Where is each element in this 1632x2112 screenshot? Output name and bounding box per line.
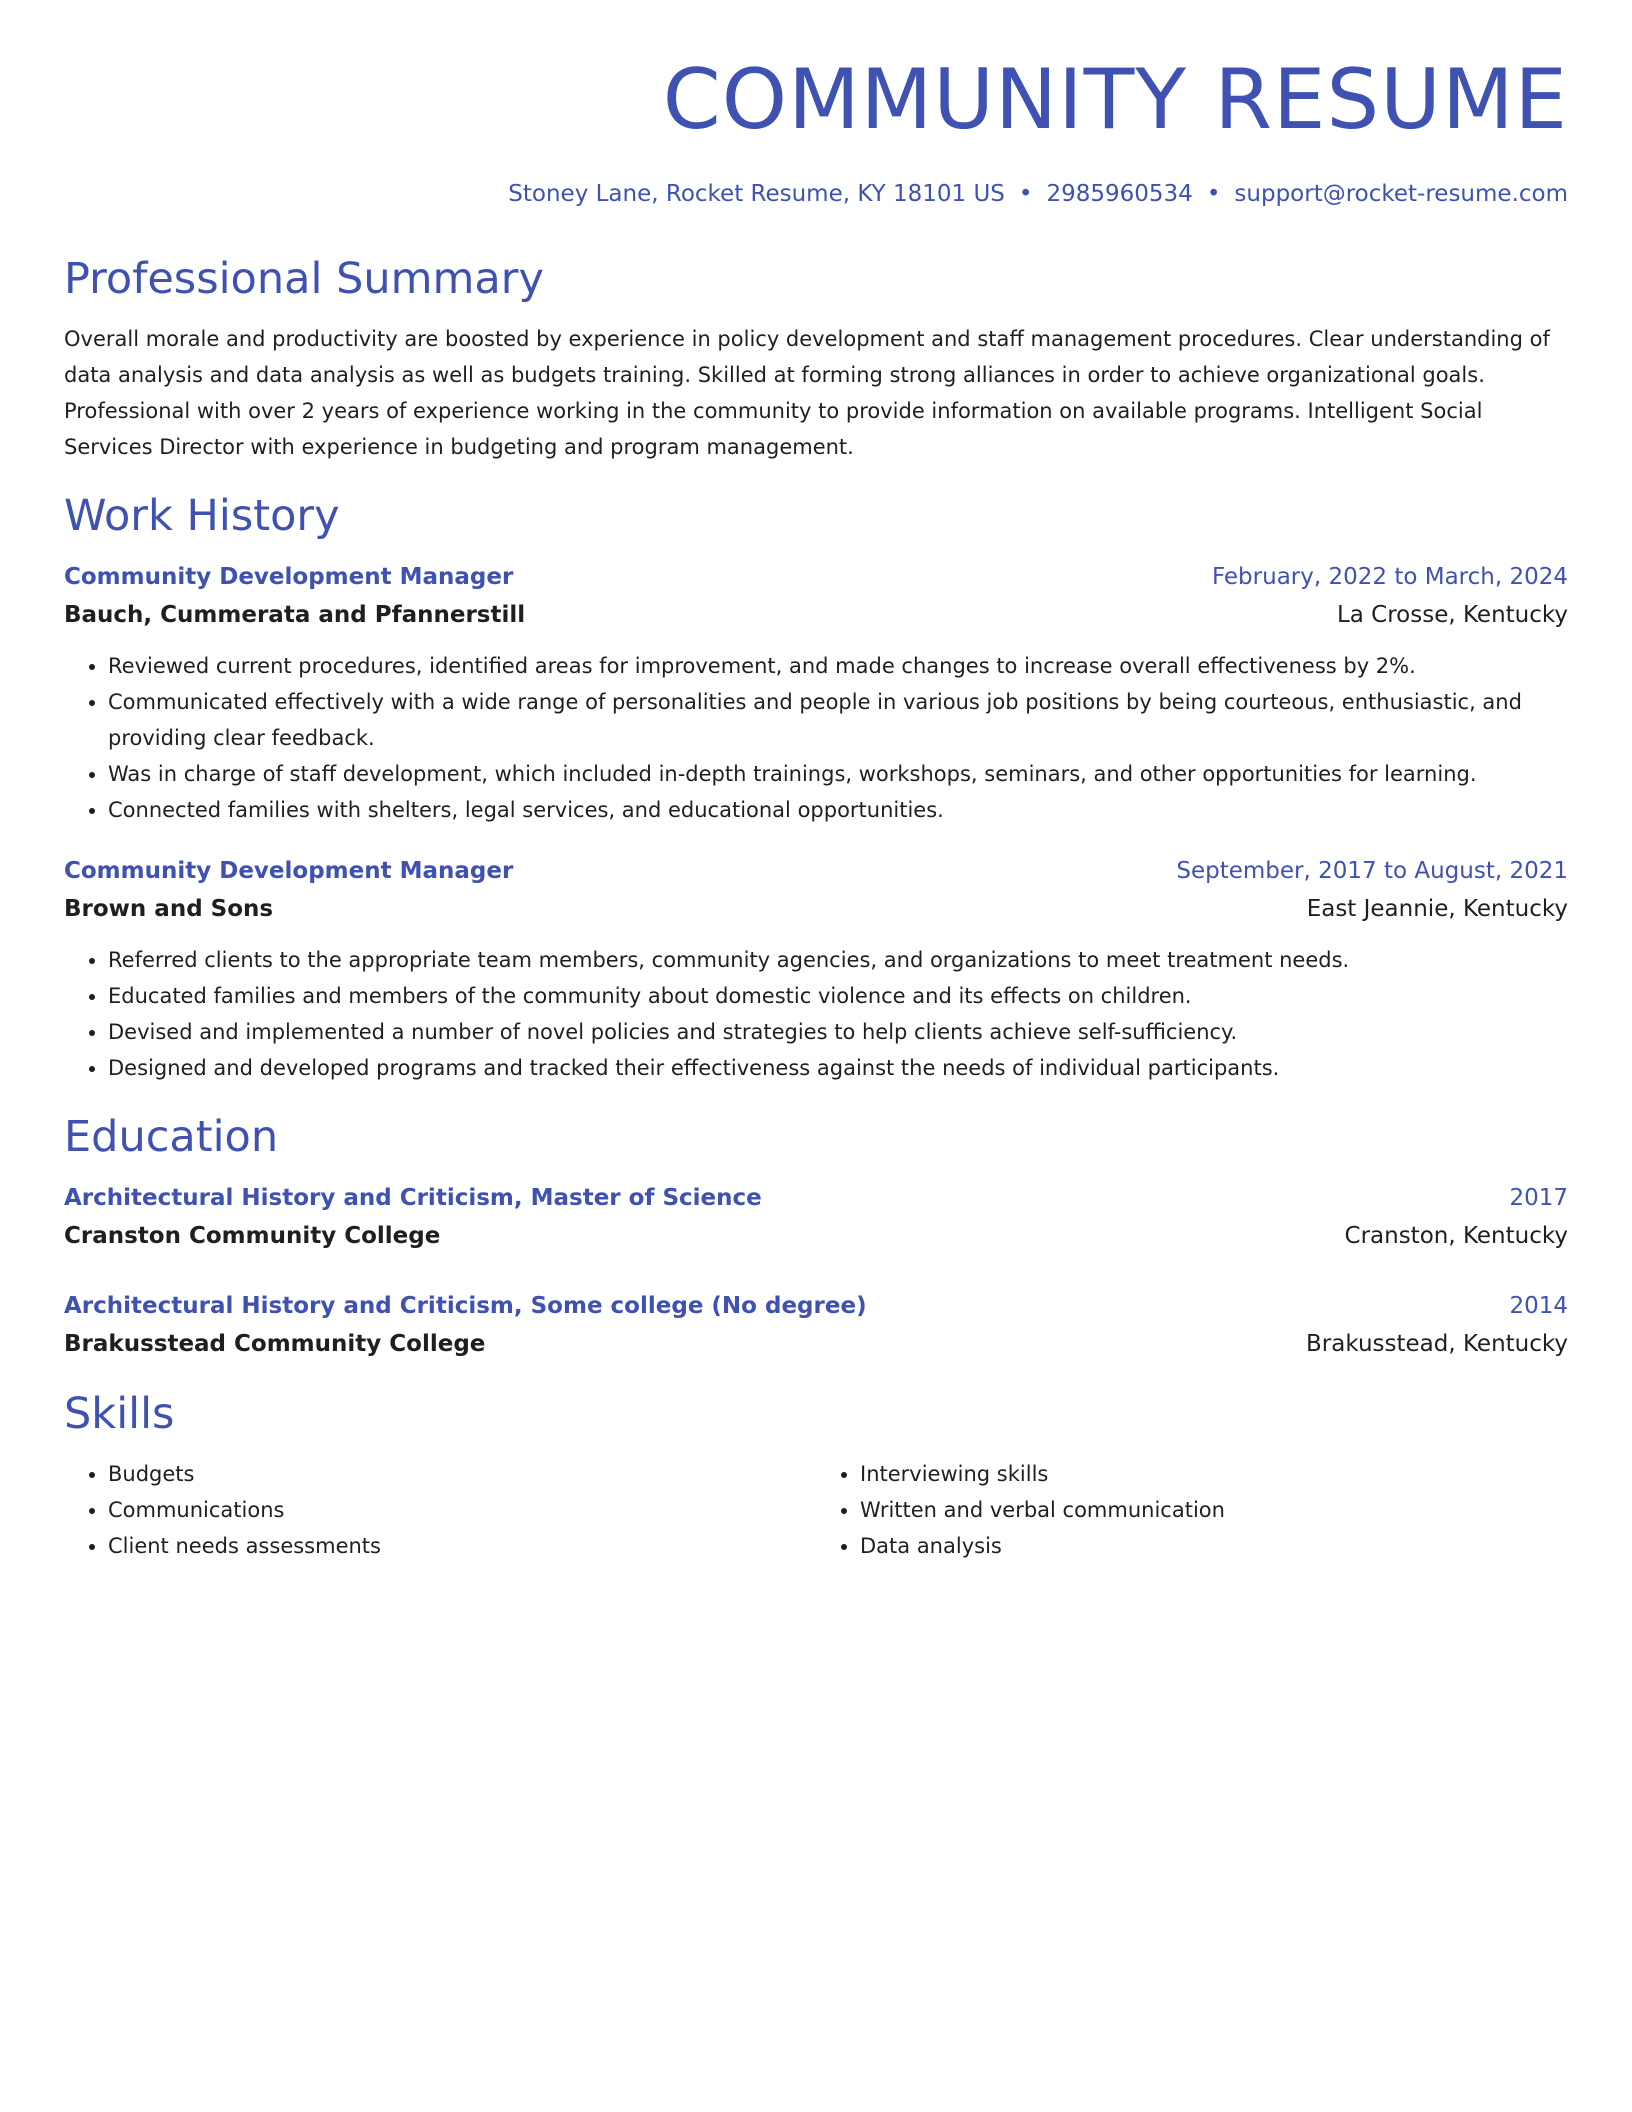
skill-item: • Written and verbal communication [860, 1492, 1568, 1528]
education-school: Brakusstead Community College [64, 1331, 486, 1357]
job-location: East Jeannie, Kentucky [1306, 896, 1568, 922]
job-dates: September, 2017 to August, 2021 [1176, 858, 1568, 884]
contact-separator: • [1206, 181, 1221, 207]
skills-columns [64, 1456, 1568, 1564]
job-header-row [64, 558, 1568, 596]
education-location: Brakusstead, Kentucky [1306, 1331, 1568, 1357]
job-bullet: • Connected families with shelters, legal services, and educational opportunities. [108, 792, 1568, 828]
job-bullet: • Educated families and members of the community about domestic violence and its effects on children. [108, 978, 1568, 1014]
job-dates: February, 2022 to March, 2024 [1211, 564, 1568, 590]
education-school-row [64, 1217, 1568, 1255]
job-company: Brown and Sons [64, 896, 274, 922]
resume-name: COMMUNITY RESUME [662, 51, 1568, 148]
skills-column-right [816, 1456, 1568, 1564]
job-bullet: • Referred clients to the appropriate team members, community agencies, and organizations to meet treatment needs. [108, 942, 1568, 978]
skill-item: • Communications [108, 1492, 816, 1528]
education-location: Cranston, Kentucky [1344, 1223, 1568, 1249]
education-school: Cranston Community College [64, 1223, 441, 1249]
skill-item: • Interviewing skills [860, 1456, 1568, 1492]
contact-separator: • [1018, 181, 1033, 207]
job-location: La Crosse, Kentucky [1336, 602, 1568, 628]
education-entry [64, 1179, 1568, 1255]
job-company-row [64, 890, 1568, 928]
section-title-education: Education [64, 1112, 279, 1162]
skill-item: • Client needs assessments [108, 1528, 816, 1564]
contact-email[interactable]: support@rocket-resume.com [1234, 181, 1568, 207]
job-bullet: • Designed and developed programs and tracked their effectiveness against the needs of individual participants. [108, 1050, 1568, 1086]
job-role: Community Development Manager [64, 858, 514, 884]
skills-column-left [64, 1456, 816, 1564]
education-header-row [64, 1179, 1568, 1217]
skill-item: • Budgets [108, 1456, 816, 1492]
education-header-row [64, 1287, 1568, 1325]
education-entry [64, 1287, 1568, 1363]
job-entry [64, 558, 1568, 828]
job-company: Bauch, Cummerata and Pfannerstill [64, 602, 526, 628]
work-history-section [64, 491, 1568, 1086]
job-entry [64, 852, 1568, 1086]
resume-header [64, 51, 1568, 207]
section-title-work-history: Work History [64, 491, 340, 541]
summary-section [64, 254, 1568, 465]
job-bullet: • Devised and implemented a number of novel policies and strategies to help clients achieve self-sufficiency. [108, 1014, 1568, 1050]
section-title-summary: Professional Summary [64, 254, 544, 304]
job-bullet: • Communicated effectively with a wide range of personalities and people in various job positions by being courteous, enthusiastic, and providing clear feedback. [108, 684, 1568, 756]
job-bullets [64, 942, 1568, 1086]
education-school-row [64, 1325, 1568, 1363]
job-company-row [64, 596, 1568, 634]
contact-line [64, 183, 1568, 206]
job-bullet: • Was in charge of staff development, which included in-depth trainings, workshops, seminars, and other opportunities for learning. [108, 756, 1568, 792]
education-degree: Architectural History and Criticism, Master of Science [64, 1185, 762, 1211]
education-section [64, 1112, 1568, 1363]
job-role: Community Development Manager [64, 564, 514, 590]
job-bullets [64, 648, 1568, 828]
job-header-row [64, 852, 1568, 890]
education-degree: Architectural History and Criticism, Some college (No degree) [64, 1293, 867, 1319]
skill-item: • Data analysis [860, 1528, 1568, 1564]
education-year: 2017 [1509, 1185, 1568, 1211]
education-year: 2014 [1509, 1293, 1568, 1319]
section-title-skills: Skills [64, 1389, 175, 1439]
summary-text: Overall morale and productivity are boosted by experience in policy development and staff management procedures. Clear understanding of data analysis and data analysis as well as budgets training. Skilled at forming strong alliances in order to achieve organizational goals. Professional with over 2 years of experience working in the community to provide information on available programs. Intelligent Social Services Director with experience in budgeting and program management. [64, 327, 1550, 459]
skills-section [64, 1389, 1568, 1564]
contact-address: Stoney Lane, Rocket Resume, KY 18101 US [508, 181, 1005, 207]
contact-phone: 2985960534 [1046, 181, 1193, 207]
job-bullet: • Reviewed current procedures, identified areas for improvement, and made changes to increase overall effectiveness by 2%. [108, 648, 1568, 684]
